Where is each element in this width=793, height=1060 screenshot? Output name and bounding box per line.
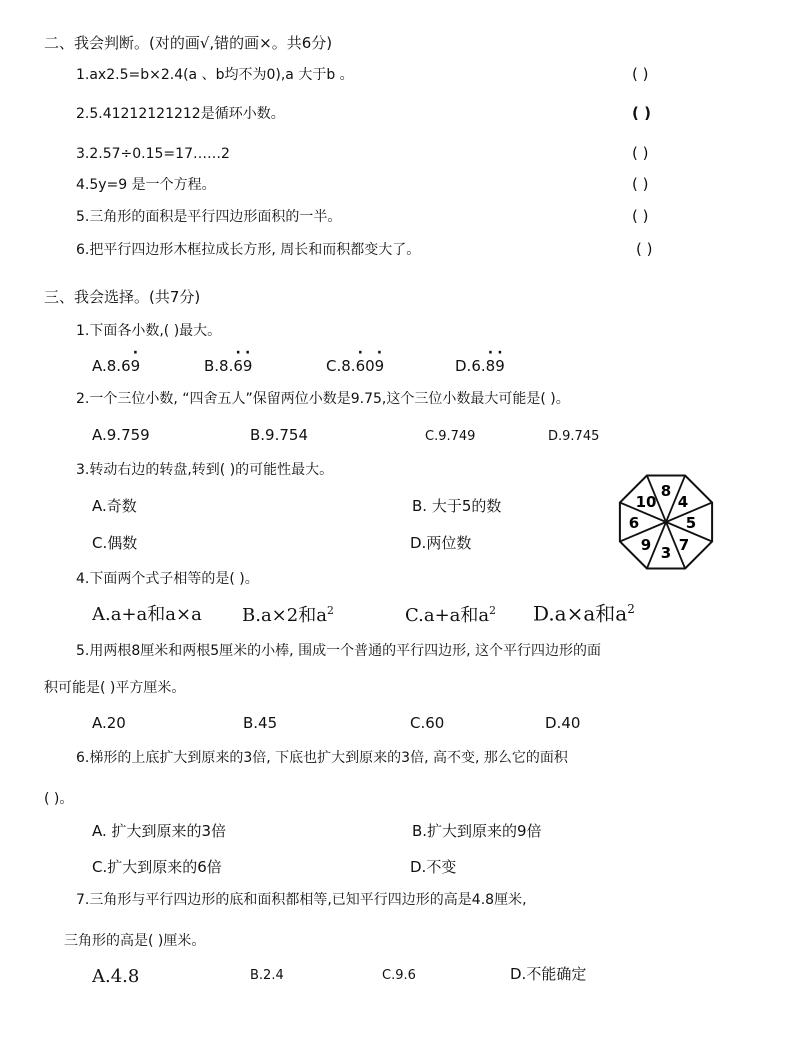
judge-item-3: 3.2.57÷0.15=17……2 (76, 146, 230, 162)
q5-option-b[interactable]: B.45 (243, 714, 278, 732)
q1-a-prefix: A.8.6 (92, 357, 131, 375)
spinner-label-4: 7 (678, 536, 690, 554)
q3-option-a[interactable]: A.奇数 (92, 497, 137, 515)
q1-d-repeat-digit-2: · 9 (495, 359, 505, 374)
judge-item-5: 5.三角形的面积是平行四边形面积的一半。 (76, 209, 342, 225)
judge-answer-1[interactable]: ( ) (632, 65, 649, 83)
q1-stem: 1.下面各小数,( )最大。 (76, 323, 222, 339)
q6-stem-line1: 6.梯形的上底扩大到原来的3倍, 下底也扩大到原来的3倍, 高不变, 那么它的面积 (76, 750, 568, 766)
judge-answer-4[interactable]: ( ) (632, 175, 649, 193)
judge-answer-2[interactable]: ( ) (632, 104, 651, 122)
q6-option-b[interactable]: B.扩大到原来的9倍 (412, 822, 542, 840)
q7-option-a[interactable]: A.4.8 (92, 966, 140, 987)
q2-option-c[interactable]: C.9.749 (425, 429, 476, 444)
q7-option-d[interactable]: D.不能确定 (510, 965, 587, 983)
q4-d-exponent: 2 (627, 602, 635, 616)
q1-option-c[interactable] (326, 359, 384, 374)
q3-option-b[interactable]: B. 大于5的数 (412, 497, 502, 515)
q5-option-c[interactable]: C.60 (410, 714, 445, 732)
q6-option-c[interactable]: C.扩大到原来的6倍 (92, 858, 222, 876)
judge-item-6: 6.把平行四边形木框拉成长方形, 周长和而积都变大了。 (76, 242, 421, 258)
q1-b-prefix: B.8. (204, 357, 234, 375)
judge-item-1: 1.ax2.5=b×2.4(a 、b均不为0),a 大于b 。 (76, 67, 354, 83)
q4-c-text: C.a+a和a (405, 605, 490, 626)
q1-a-repeat-digit: · 9 (131, 359, 141, 374)
q4-b-exponent: 2 (326, 604, 334, 617)
spinner-label-8: 10 (635, 493, 657, 511)
q4-option-c[interactable] (405, 606, 496, 625)
q2-option-b[interactable]: B.9.754 (250, 426, 309, 444)
judge-answer-3[interactable]: ( ) (632, 144, 649, 162)
q6-stem-line2: ( )。 (44, 791, 74, 807)
q1-c-mid-digit: 0 (365, 357, 375, 375)
q7-stem-line1: 7.三角形与平行四边形的底和面积都相等,已知平行四边形的高是4.8厘米, (76, 892, 527, 908)
spinner-wheel (616, 472, 716, 572)
q7-stem-line2: 三角形的高是( )厘米。 (64, 933, 206, 949)
q6-option-a[interactable]: A. 扩大到原来的3倍 (92, 822, 227, 840)
q4-option-d[interactable] (533, 603, 635, 624)
q2-option-a[interactable]: A.9.759 (92, 426, 150, 444)
q2-stem: 2.一个三位小数, “四舍五人”保留两位小数是9.75,这个三位小数最大可能是( )。 (76, 391, 570, 407)
q3-stem: 3.转动右边的转盘,转到( )的可能性最大。 (76, 462, 334, 478)
q2-option-d[interactable]: D.9.745 (548, 429, 600, 444)
q5-stem-line1: 5.用两根8厘米和两根5厘米的小棒, 围成一个普通的平行四边形, 这个平行四边形的面 (76, 643, 601, 659)
q6-option-d[interactable]: D.不变 (410, 858, 457, 876)
q5-option-d[interactable]: D.40 (545, 714, 581, 732)
judge-item-2: 2.5.41212121212是循环小数。 (76, 106, 285, 122)
judge-answer-6[interactable]: ( ) (636, 240, 653, 258)
section3-title: 三、我会选择。(共7分) (44, 288, 201, 306)
q1-b-repeat-digit-2: · 9 (243, 359, 253, 374)
judge-answer-5[interactable]: ( ) (632, 207, 649, 225)
spinner-label-1: 8 (660, 482, 672, 500)
q1-option-a[interactable] (92, 359, 140, 374)
q7-option-b[interactable]: B.2.4 (250, 968, 284, 983)
spinner-label-3: 5 (685, 514, 697, 532)
q1-d-prefix: D.6. (455, 357, 486, 375)
q1-d-repeat-digit-1: · 8 (486, 359, 496, 374)
q3-option-c[interactable]: C.偶数 (92, 534, 138, 552)
q5-stem-line2: 积可能是( )平方厘米。 (44, 680, 186, 696)
spinner-label-5: 3 (660, 544, 672, 562)
q1-option-b[interactable] (204, 359, 252, 374)
section2-title: 二、我会判断。(对的画√,错的画×。共6分) (44, 34, 333, 52)
q4-stem: 4.下面两个式子相等的是( )。 (76, 571, 259, 587)
spinner-label-6: 9 (640, 536, 652, 554)
q3-option-d[interactable]: D.两位数 (410, 534, 472, 552)
q4-c-exponent: 2 (489, 604, 497, 617)
q4-option-a[interactable]: A.a+a和a×a (92, 604, 202, 625)
q1-c-prefix: C.8. (326, 357, 356, 375)
q1-c-repeat-digit-2: · 9 (375, 359, 385, 374)
judge-item-4: 4.5y=9 是一个方程。 (76, 177, 216, 193)
q7-option-c[interactable]: C.9.6 (382, 968, 416, 983)
q4-option-b[interactable] (242, 606, 334, 625)
spinner-label-2: 4 (677, 493, 689, 511)
spinner-label-7: 6 (628, 514, 640, 532)
q4-b-text: B.a×2和a (242, 605, 327, 626)
q1-c-repeat-digit-1: · 6 (356, 359, 366, 374)
q1-option-d[interactable] (455, 359, 505, 374)
q5-option-a[interactable]: A.20 (92, 714, 126, 732)
q1-b-repeat-digit-1: · 6 (233, 359, 243, 374)
q4-d-text: D.a×a和a (533, 601, 628, 626)
